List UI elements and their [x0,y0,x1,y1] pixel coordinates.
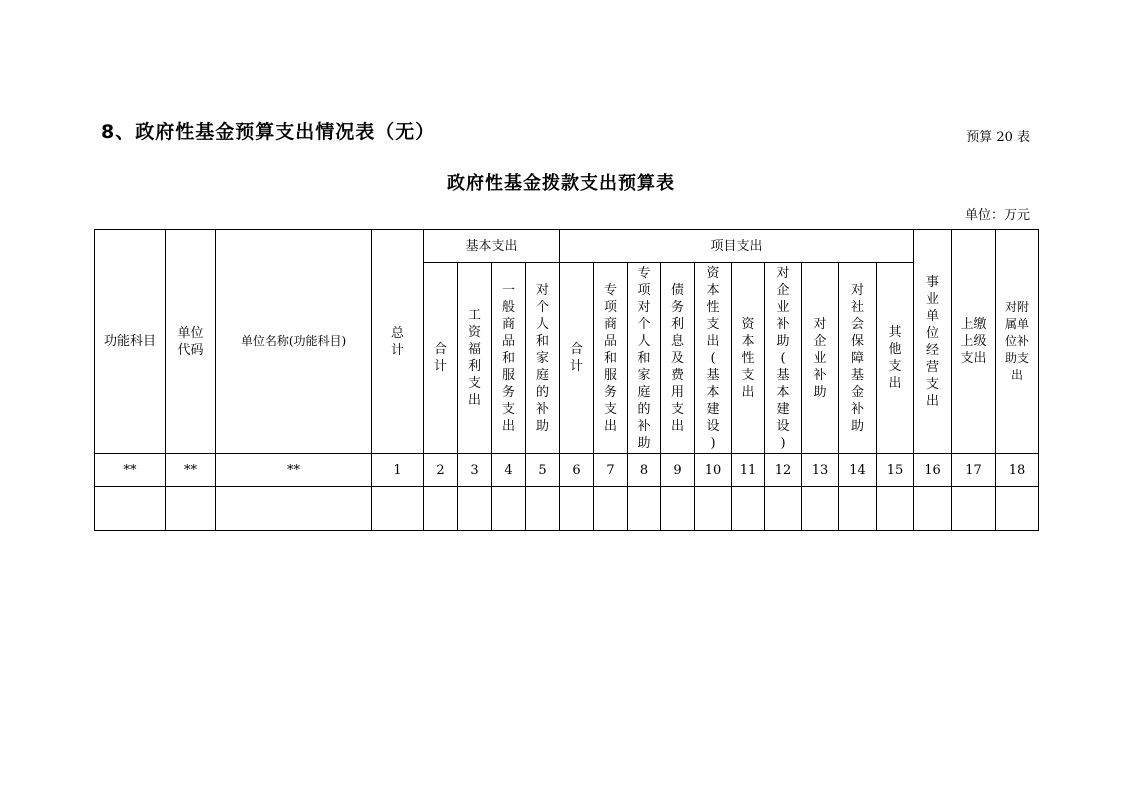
header-proj-goods: 专项商品和服务支出 [594,263,628,454]
index-cell: ** [95,454,166,487]
index-cell: 9 [661,454,695,487]
header-affiliate: 对附属单位补助支出 [996,230,1039,454]
index-cell: 18 [996,454,1039,487]
header-basic-total: 合计 [424,263,458,454]
index-cell: 7 [594,454,628,487]
header-basic-goods: 一般商品和服务支出 [492,263,526,454]
header-basic-group: 基本支出 [424,230,560,263]
index-cell: 1 [372,454,424,487]
header-unit-name: 单位名称(功能科目) [216,230,372,454]
header-basic-subsidy: 对个人和家庭的补助 [526,263,560,454]
index-cell: ** [216,454,372,487]
header-proj-capital-basic: 资本性支出(基本建设) [695,263,732,454]
table-number: 预算 20 表 [966,130,1030,145]
header-proj-capital: 资本性支出 [732,263,765,454]
header-project-group: 项目支出 [560,230,914,263]
index-cell: 13 [802,454,839,487]
index-cell: 12 [765,454,802,487]
index-cell: 14 [839,454,877,487]
index-cell: 8 [628,454,661,487]
index-cell: ** [166,454,216,487]
budget-table [94,229,1039,531]
header-proj-total: 合计 [560,263,594,454]
section-title: 8、政府性基金预算支出情况表（无） [101,121,436,143]
header-proj-subsidy: 专项对个人和家庭的补助 [628,263,661,454]
index-cell: 11 [732,454,765,487]
index-cell: 6 [560,454,594,487]
header-total: 总计 [372,230,424,454]
index-cell: 5 [526,454,560,487]
header-func-subject: 功能科目 [95,230,166,454]
index-cell: 16 [914,454,952,487]
index-cell: 2 [424,454,458,487]
header-row-1 [95,230,1039,263]
header-proj-other: 其他支出 [877,263,914,454]
index-cell: 4 [492,454,526,487]
header-upper: 上缴上级支出 [952,230,996,454]
header-proj-enterprise-basic: 对企业补助(基本建设) [765,263,802,454]
header-proj-social: 对社会保障基金补助 [839,263,877,454]
header-business: 事业单位经营支出 [914,230,952,454]
index-cell: 3 [458,454,492,487]
page-title: 政府性基金拨款支出预算表 [447,173,675,194]
header-proj-enterprise: 对企业补助 [802,263,839,454]
unit-label: 单位：万元 [964,208,1030,223]
empty-data-row [95,487,1039,531]
header-proj-debt: 债务利息及费用支出 [661,263,695,454]
index-cell: 15 [877,454,914,487]
index-cell: 17 [952,454,996,487]
header-basic-salary: 工资福利支出 [458,263,492,454]
index-cell: 10 [695,454,732,487]
header-unit-code: 单位代码 [166,230,216,454]
index-row [95,454,1039,487]
